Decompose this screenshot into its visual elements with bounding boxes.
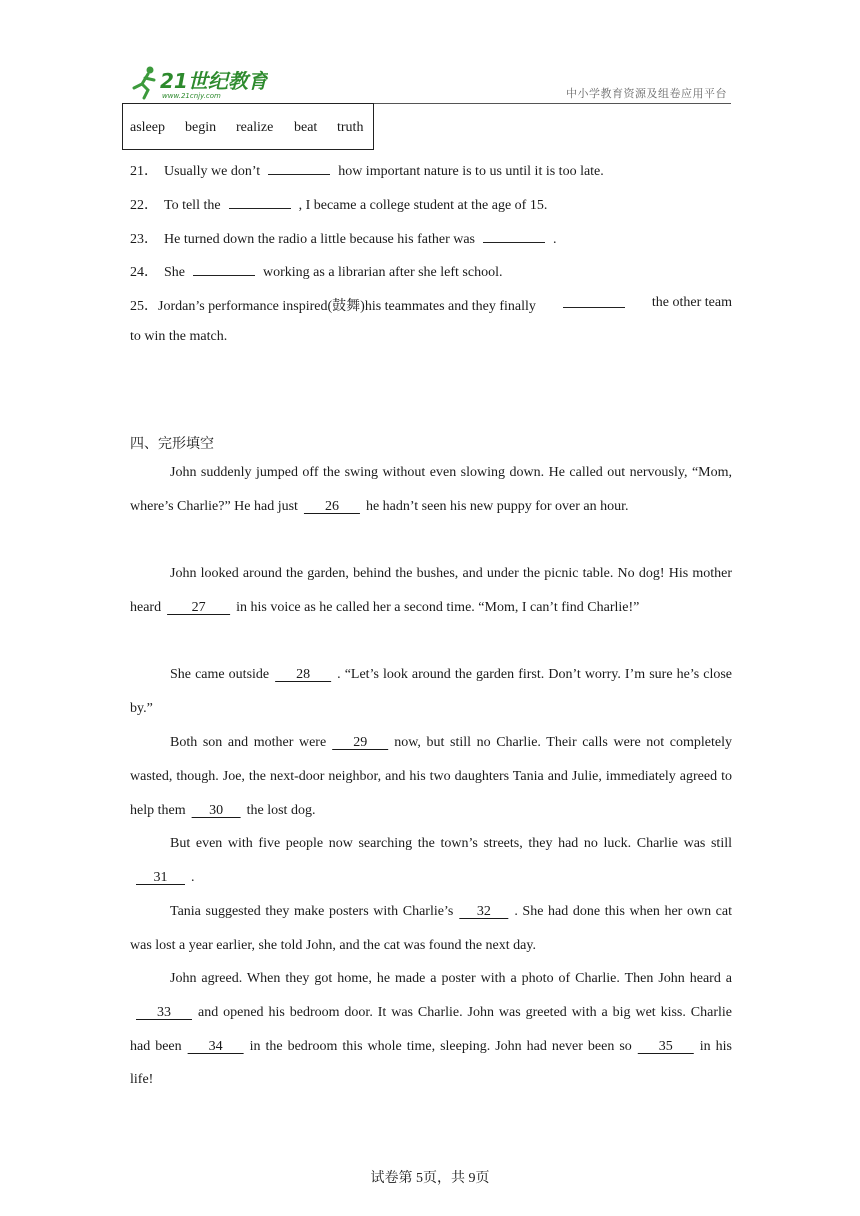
cloze-blank-27[interactable]: 27 xyxy=(167,599,231,615)
cloze-blank-32[interactable]: 32 xyxy=(459,904,509,919)
passage-paragraph-6: Tania suggested they make posters with Charlie’s 32 . She had done this when her own cat was lost a year earlier, she told John, and the cat was found the next day. xyxy=(130,895,732,963)
question-25-continued: to win the match. xyxy=(130,329,228,344)
cloze-blank-30[interactable]: 30 xyxy=(191,802,241,818)
question-23: 23． He turned down the radio a little because his father was . xyxy=(130,232,557,247)
passage-paragraph-5: But even with five people now searching the town’s streets, they had no luck. Charlie was still 31 . xyxy=(130,827,732,895)
question-25: 25．Jordan’s performance inspired(鼓舞)his teammates and they finally the other team xyxy=(130,295,732,314)
answer-blank[interactable] xyxy=(563,295,625,308)
word-bank-item: asleep xyxy=(130,120,165,135)
answer-blank[interactable] xyxy=(229,196,291,209)
cloze-blank-26[interactable]: 26 xyxy=(303,498,360,514)
passage-paragraph-3: She came outside 28 . “Let’s look around the garden first. Don’t worry. I’m sure he’s close by.” xyxy=(130,658,732,726)
question-21: 21． Usually we don’t how important nature is to us until it is too late. xyxy=(130,164,604,179)
cloze-blank-29[interactable]: 29 xyxy=(332,735,389,750)
word-bank-item: beat xyxy=(294,120,318,135)
answer-blank[interactable] xyxy=(483,230,545,243)
answer-blank[interactable] xyxy=(268,162,330,175)
page-footer: 试卷第 5页，共 9页 xyxy=(370,1171,490,1186)
cloze-blank-28[interactable]: 28 xyxy=(275,667,332,682)
cloze-blank-34[interactable]: 34 xyxy=(187,1038,244,1054)
cloze-blank-33[interactable]: 33 xyxy=(136,1004,192,1020)
passage-paragraph-7: John agreed. When they got home, he made a poster with a photo of Charlie. Then John heard a 33 and opened his bedroom door. It was Charlie. John was greeted with a big wet kiss. Charlie had been 34 in the bedroom this whole time, sleeping. John had never been so 35 in his life! xyxy=(130,971,732,1088)
cloze-blank-31[interactable]: 31 xyxy=(136,869,185,885)
platform-name: 中小学教育资源及组卷应用平台 xyxy=(566,87,727,100)
word-bank-box xyxy=(122,103,374,150)
site-logo xyxy=(128,64,268,100)
word-bank-item: truth xyxy=(337,120,364,135)
passage-paragraph-4: Both son and mother were 29 now, but still no Charlie. Their calls were not completely wasted, though. Joe, the next-door neighbor, and his two daughters Tania and Julie, immediately agreed to help them 30 the lost dog. xyxy=(130,726,732,827)
answer-blank[interactable] xyxy=(193,263,255,276)
page-header xyxy=(128,60,731,104)
word-bank-item: realize xyxy=(236,120,274,135)
cloze-blank-35[interactable]: 35 xyxy=(637,1038,694,1054)
svg-text:21世纪教育: 21世纪教育 xyxy=(160,69,268,93)
svg-text:www.21cnjy.com: www.21cnjy.com xyxy=(162,92,221,100)
section-title: 四、完形填空 xyxy=(130,436,214,452)
word-bank-item: begin xyxy=(185,120,217,135)
question-24: 24． She working as a librarian after she left school. xyxy=(130,265,503,280)
question-22: 22． To tell the , I became a college student at the age of 15. xyxy=(130,198,548,213)
passage-paragraph-2: John looked around the garden, behind the bushes, and under the picnic table. No dog! His mother heard 27 in his voice as he called her a second time. “Mom, I can’t find Charlie!” xyxy=(130,557,732,625)
passage-paragraph-1: John suddenly jumped off the swing without even slowing down. He called out nervously, “Mom, where’s Charlie?” He had just 26 he hadn’t seen his new puppy for over an hour. xyxy=(130,456,732,524)
